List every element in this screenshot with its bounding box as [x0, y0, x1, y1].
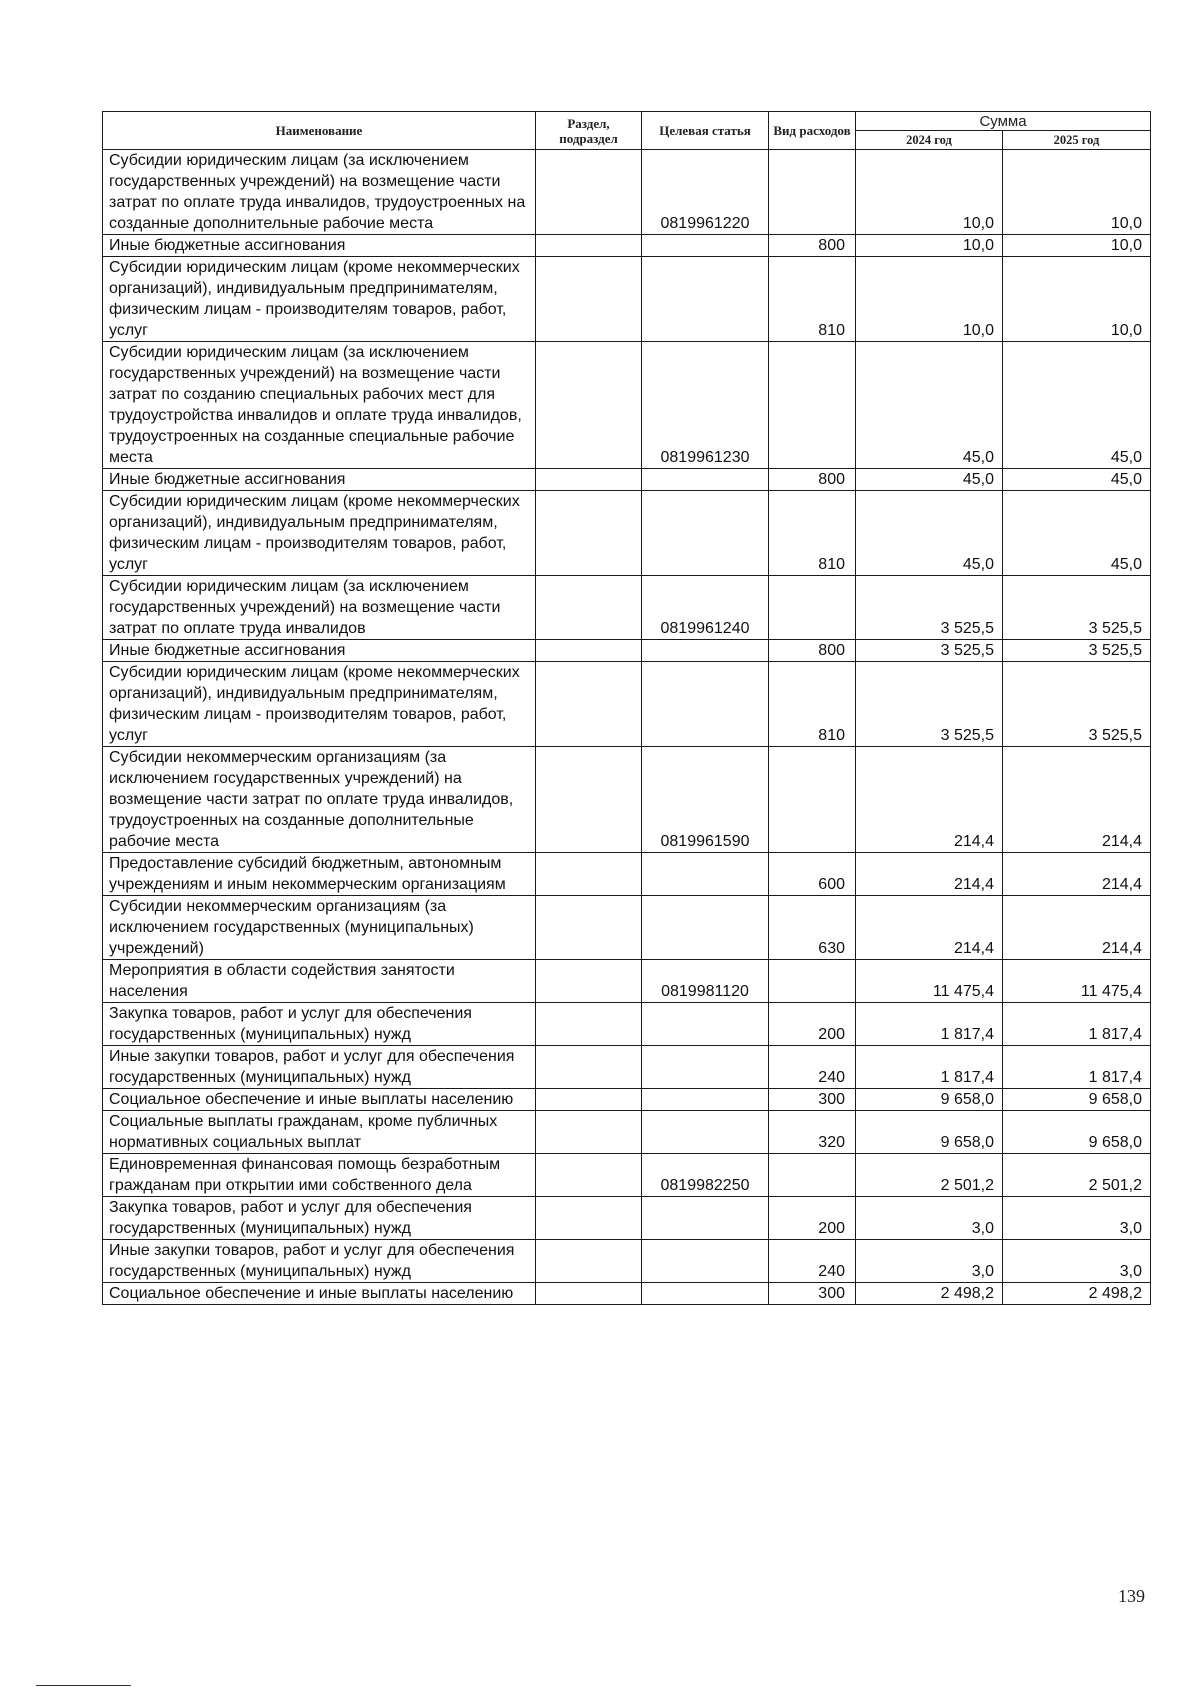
cell-sum-2025: 1 817,4 [1003, 1003, 1151, 1046]
cell-target-article: 0819982250 [642, 1154, 769, 1197]
cell-expense-type: 300 [769, 1283, 856, 1305]
cell-expense-type: 810 [769, 662, 856, 747]
cell-name: Иные бюджетные ассигнования [103, 469, 536, 491]
cell-target-article [642, 853, 769, 896]
cell-razdel [536, 342, 642, 469]
cell-razdel [536, 235, 642, 257]
cell-target-article: 0819961590 [642, 747, 769, 853]
cell-target-article: 0819961240 [642, 576, 769, 640]
cell-sum-2025: 3 525,5 [1003, 576, 1151, 640]
cell-name: Субсидии юридическим лицам (кроме некоммерческих организаций), индивидуальным предпринимателям, физическим лицам - производителям товаров, работ, услуг [103, 491, 536, 576]
cell-razdel [536, 150, 642, 235]
table-row [103, 491, 1151, 576]
cell-target-article [642, 896, 769, 960]
header-name: Наименование [103, 112, 536, 150]
table-row [103, 469, 1151, 491]
cell-name: Социальные выплаты гражданам, кроме публичных нормативных социальных выплат [103, 1111, 536, 1154]
cell-expense-type [769, 150, 856, 235]
header-sum: Сумма [856, 112, 1151, 131]
cell-expense-type: 800 [769, 640, 856, 662]
cell-name: Социальное обеспечение и иные выплаты населению [103, 1089, 536, 1111]
cell-sum-2025: 3 525,5 [1003, 662, 1151, 747]
cell-razdel [536, 896, 642, 960]
budget-table-container [102, 111, 1150, 1305]
cell-razdel [536, 853, 642, 896]
cell-expense-type: 800 [769, 235, 856, 257]
cell-name: Единовременная финансовая помощь безработным гражданам при открытии ими собственного дела [103, 1154, 536, 1197]
cell-sum-2024: 2 498,2 [856, 1283, 1003, 1305]
cell-target-article [642, 1240, 769, 1283]
table-row [103, 960, 1151, 1003]
table-row [103, 150, 1151, 235]
cell-target-article: 0819961230 [642, 342, 769, 469]
header-razdel: Раздел, подраздел [536, 112, 642, 150]
table-row [103, 1283, 1151, 1305]
cell-sum-2024: 9 658,0 [856, 1089, 1003, 1111]
cell-name: Предоставление субсидий бюджетным, автономным учреждениям и иным некоммерческим организациям [103, 853, 536, 896]
cell-sum-2024: 214,4 [856, 853, 1003, 896]
cell-razdel [536, 576, 642, 640]
cell-sum-2024: 45,0 [856, 469, 1003, 491]
cell-razdel [536, 662, 642, 747]
cell-sum-2025: 9 658,0 [1003, 1111, 1151, 1154]
cell-expense-type [769, 342, 856, 469]
footnote-divider [36, 1685, 131, 1686]
cell-sum-2025: 214,4 [1003, 896, 1151, 960]
cell-name: Социальное обеспечение и иные выплаты населению [103, 1283, 536, 1305]
cell-razdel [536, 960, 642, 1003]
cell-target-article [642, 1089, 769, 1111]
cell-sum-2024: 10,0 [856, 257, 1003, 342]
cell-razdel [536, 640, 642, 662]
cell-name: Субсидии юридическим лицам (за исключением государственных учреждений) на возмещение части затрат по оплате труда инвалидов, трудоустроенных на созданные дополнительные рабочие места [103, 150, 536, 235]
cell-target-article [642, 662, 769, 747]
cell-target-article [642, 491, 769, 576]
cell-sum-2024: 1 817,4 [856, 1046, 1003, 1089]
cell-expense-type: 300 [769, 1089, 856, 1111]
cell-sum-2025: 45,0 [1003, 469, 1151, 491]
cell-sum-2025: 11 475,4 [1003, 960, 1151, 1003]
header-csr: Целевая статья [642, 112, 769, 150]
cell-sum-2024: 3,0 [856, 1197, 1003, 1240]
cell-expense-type: 200 [769, 1003, 856, 1046]
cell-name: Закупка товаров, работ и услуг для обеспечения государственных (муниципальных) нужд [103, 1003, 536, 1046]
cell-name: Субсидии юридическим лицам (за исключением государственных учреждений) на возмещение части затрат по оплате труда инвалидов [103, 576, 536, 640]
cell-razdel [536, 1089, 642, 1111]
cell-sum-2025: 2 498,2 [1003, 1283, 1151, 1305]
table-row [103, 1089, 1151, 1111]
cell-name: Субсидии юридическим лицам (кроме некоммерческих организаций), индивидуальным предпринимателям, физическим лицам - производителям товаров, работ, услуг [103, 257, 536, 342]
cell-sum-2024: 45,0 [856, 491, 1003, 576]
cell-sum-2025: 1 817,4 [1003, 1046, 1151, 1089]
cell-target-article [642, 1046, 769, 1089]
cell-name: Мероприятия в области содействия занятости населения [103, 960, 536, 1003]
cell-razdel [536, 1111, 642, 1154]
budget-table [102, 111, 1151, 1305]
cell-sum-2024: 10,0 [856, 235, 1003, 257]
cell-name: Субсидии юридическим лицам (за исключением государственных учреждений) на возмещение части затрат по созданию специальных рабочих мест для трудоустройства инвалидов и оплате труда инвалидов, трудоустроенных на созданные специальные рабочие места [103, 342, 536, 469]
table-row [103, 1154, 1151, 1197]
cell-expense-type [769, 747, 856, 853]
cell-sum-2025: 10,0 [1003, 257, 1151, 342]
cell-expense-type: 200 [769, 1197, 856, 1240]
table-row [103, 640, 1151, 662]
table-body [103, 150, 1151, 1305]
cell-name: Субсидии юридическим лицам (кроме некоммерческих организаций), индивидуальным предпринимателям, физическим лицам - производителям товаров, работ, услуг [103, 662, 536, 747]
cell-sum-2025: 3,0 [1003, 1240, 1151, 1283]
cell-expense-type [769, 576, 856, 640]
table-row [103, 1003, 1151, 1046]
cell-name: Иные бюджетные ассигнования [103, 235, 536, 257]
cell-sum-2025: 214,4 [1003, 853, 1151, 896]
cell-sum-2024: 10,0 [856, 150, 1003, 235]
cell-expense-type: 240 [769, 1240, 856, 1283]
cell-razdel [536, 747, 642, 853]
table-row [103, 1197, 1151, 1240]
cell-target-article: 0819981120 [642, 960, 769, 1003]
cell-expense-type: 600 [769, 853, 856, 896]
table-row [103, 1111, 1151, 1154]
cell-razdel [536, 257, 642, 342]
table-row [103, 896, 1151, 960]
cell-razdel [536, 1283, 642, 1305]
cell-target-article [642, 1111, 769, 1154]
cell-target-article: 0819961220 [642, 150, 769, 235]
cell-razdel [536, 1197, 642, 1240]
cell-razdel [536, 491, 642, 576]
cell-sum-2024: 214,4 [856, 747, 1003, 853]
table-row [103, 576, 1151, 640]
cell-target-article [642, 469, 769, 491]
header-year-2024: 2024 год [856, 131, 1003, 150]
cell-sum-2025: 9 658,0 [1003, 1089, 1151, 1111]
cell-sum-2025: 3,0 [1003, 1197, 1151, 1240]
table-row [103, 235, 1151, 257]
cell-target-article [642, 1283, 769, 1305]
page-number: 139 [1118, 1586, 1145, 1606]
cell-razdel [536, 1046, 642, 1089]
cell-sum-2024: 3 525,5 [856, 662, 1003, 747]
cell-name: Иные бюджетные ассигнования [103, 640, 536, 662]
cell-expense-type [769, 1154, 856, 1197]
header-year-2025: 2025 год [1003, 131, 1151, 150]
cell-sum-2025: 10,0 [1003, 150, 1151, 235]
cell-expense-type: 240 [769, 1046, 856, 1089]
cell-expense-type [769, 960, 856, 1003]
cell-target-article [642, 1003, 769, 1046]
cell-razdel [536, 1003, 642, 1046]
cell-expense-type: 320 [769, 1111, 856, 1154]
cell-sum-2025: 45,0 [1003, 342, 1151, 469]
cell-expense-type: 630 [769, 896, 856, 960]
cell-razdel [536, 1154, 642, 1197]
cell-name: Субсидии некоммерческим организациям (за исключением государственных учреждений) на возмещение части затрат по оплате труда инвалидов, трудоустроенных на созданные дополнительные рабочие места [103, 747, 536, 853]
table-row [103, 1046, 1151, 1089]
cell-expense-type: 810 [769, 491, 856, 576]
table-header [103, 112, 1151, 150]
cell-sum-2024: 45,0 [856, 342, 1003, 469]
table-row [103, 1240, 1151, 1283]
table-row [103, 662, 1151, 747]
cell-name: Иные закупки товаров, работ и услуг для обеспечения государственных (муниципальных) нужд [103, 1240, 536, 1283]
cell-razdel [536, 1240, 642, 1283]
cell-target-article [642, 235, 769, 257]
cell-sum-2024: 2 501,2 [856, 1154, 1003, 1197]
cell-name: Закупка товаров, работ и услуг для обеспечения государственных (муниципальных) нужд [103, 1197, 536, 1240]
header-vid: Вид расходов [769, 112, 856, 150]
cell-sum-2025: 2 501,2 [1003, 1154, 1151, 1197]
table-row [103, 342, 1151, 469]
cell-name: Иные закупки товаров, работ и услуг для обеспечения государственных (муниципальных) нужд [103, 1046, 536, 1089]
table-row [103, 853, 1151, 896]
cell-target-article [642, 257, 769, 342]
cell-sum-2024: 3,0 [856, 1240, 1003, 1283]
cell-sum-2024: 11 475,4 [856, 960, 1003, 1003]
cell-sum-2024: 3 525,5 [856, 640, 1003, 662]
cell-sum-2025: 10,0 [1003, 235, 1151, 257]
cell-name: Субсидии некоммерческим организациям (за исключением государственных (муниципальных) учреждений) [103, 896, 536, 960]
cell-sum-2024: 1 817,4 [856, 1003, 1003, 1046]
cell-sum-2025: 214,4 [1003, 747, 1151, 853]
cell-sum-2024: 3 525,5 [856, 576, 1003, 640]
table-row [103, 747, 1151, 853]
cell-target-article [642, 640, 769, 662]
cell-sum-2024: 9 658,0 [856, 1111, 1003, 1154]
cell-sum-2025: 3 525,5 [1003, 640, 1151, 662]
cell-expense-type: 800 [769, 469, 856, 491]
cell-razdel [536, 469, 642, 491]
cell-sum-2025: 45,0 [1003, 491, 1151, 576]
table-row [103, 257, 1151, 342]
cell-target-article [642, 1197, 769, 1240]
cell-expense-type: 810 [769, 257, 856, 342]
cell-sum-2024: 214,4 [856, 896, 1003, 960]
